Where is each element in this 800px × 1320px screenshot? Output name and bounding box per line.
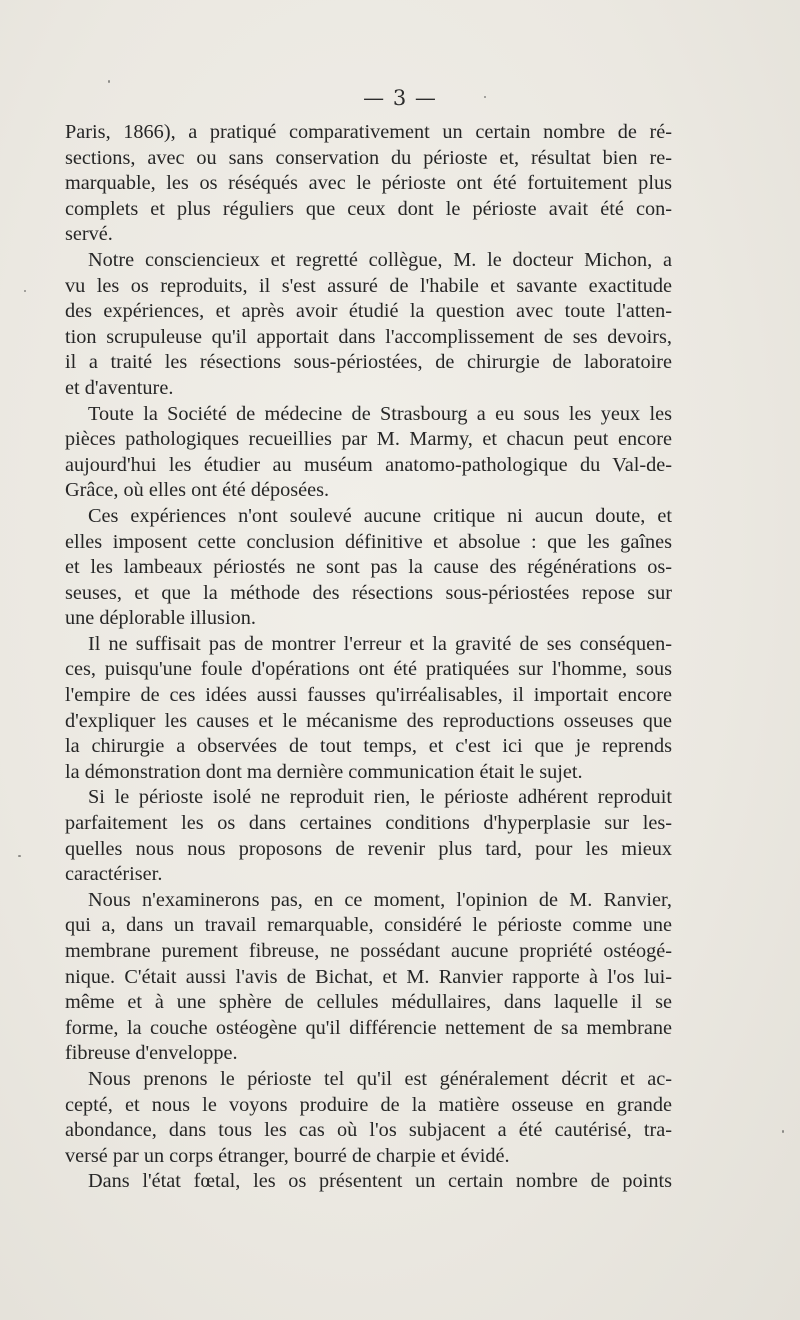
ink-speck: [782, 1130, 784, 1133]
text-line: Notre consciencieux et regretté collègue, M. le docteur Michon, a: [88, 248, 672, 271]
text-line: marquable, les os réséqués avec le périoste ont été fortuitement plus: [65, 172, 672, 195]
paragraph: [65, 504, 672, 632]
paragraph: [65, 1169, 672, 1195]
text-line: et d'aventure.: [65, 376, 174, 399]
text-line: Il ne suffisait pas de montrer l'erreur et la gravité de ses conséquen-: [88, 632, 672, 655]
text-line: et les lambeaux périostés ne sont pas la cause des régénérations os-: [65, 556, 672, 579]
text-line: membrane purement fibreuse, ne possédant aucune propriété ostéogé-: [65, 940, 672, 962]
paragraph: [65, 632, 672, 786]
text-line: Ces expériences n'ont soulevé aucune critique ni aucun doute, et: [88, 504, 672, 527]
text-line: quelles nous nous proposons de revenir plus tard, pour les mieux: [65, 837, 672, 860]
text-line: il a traité les résections sous-périostées, de chirurgie de laboratoire: [65, 351, 672, 374]
text-line: Toute la Société de médecine de Strasbourg a eu sous les yeux les: [88, 402, 672, 425]
page-number: — 3 —: [363, 86, 437, 110]
body-text: [65, 120, 672, 1195]
text-line: même et à une sphère de cellules médullaires, dans laquelle il se: [65, 991, 672, 1014]
paragraph: [65, 1067, 672, 1169]
text-line: des expériences, et après avoir étudié la question avec toute l'atten-: [65, 300, 672, 323]
text-line: versé par un corps étranger, bourré de charpie et évidé.: [65, 1144, 510, 1167]
text-line: caractériser.: [65, 863, 163, 886]
text-line: d'expliquer les causes et le mécanisme des reproductions osseuses que: [65, 709, 672, 732]
text-line: vu les os reproduits, il s'est assuré de l'habile et savante exactitude: [65, 274, 672, 297]
text-line: elles imposent cette conclusion définitive et absolue : que les gaînes: [65, 530, 672, 553]
text-line: une déplorable illusion.: [65, 607, 256, 630]
text-line: complets et plus réguliers que ceux dont le périoste avait été con-: [65, 197, 672, 220]
text-line: Grâce, où elles ont été déposées.: [65, 479, 330, 502]
text-line: Si le périoste isolé ne reproduit rien, le périoste adhérent reproduit: [88, 786, 672, 809]
paragraph: [65, 888, 672, 1067]
text-line: la chirurgie a observées de tout temps, et c'est ici que je reprends: [65, 735, 672, 758]
text-line: tion scrupuleuse qu'il apportait dans l'accomplissement de ses devoirs,: [65, 325, 672, 348]
text-line: aujourd'hui les étudier au muséum anatomo-pathologique du Val-de-: [65, 453, 672, 476]
text-line: qui a, dans un travail remarquable, considéré le périoste comme une: [65, 914, 672, 937]
ink-speck: [108, 80, 110, 83]
paragraph: [65, 248, 672, 402]
paragraph: [65, 785, 672, 887]
ink-speck: [18, 855, 21, 857]
text-line: l'empire de ces idées aussi fausses qu'irréalisables, il importait encore: [65, 684, 672, 707]
text-line: sections, avec ou sans conservation du périoste et, résultat bien re-: [65, 146, 672, 169]
text-line: Nous n'examinerons pas, en ce moment, l'opinion de M. Ranvier,: [88, 888, 672, 911]
text-line: fibreuse d'enveloppe.: [65, 1042, 238, 1065]
text-line: ces, puisqu'une foule d'opérations ont été pratiquées sur l'homme, sous: [65, 658, 672, 681]
paragraph: [65, 120, 672, 248]
text-line: pièces pathologiques recueillies par M. Marmy, et chacun peut encore: [65, 428, 672, 451]
text-line: Nous prenons le périoste tel qu'il est généralement décrit et ac-: [88, 1067, 672, 1090]
text-line: seuses, et que la méthode des résections sous-périostées repose sur: [65, 581, 672, 604]
text-line: nique. C'était aussi l'avis de Bichat, et M. Ranvier rapporte à l'os lui-: [65, 965, 672, 988]
text-line: servé.: [65, 223, 113, 246]
ink-speck: [24, 290, 26, 292]
text-line: Dans l'état fœtal, les os présentent un certain nombre de points: [88, 1170, 672, 1193]
text-line: Paris, 1866), a pratiqué comparativement un certain nombre de ré-: [65, 121, 672, 143]
text-line: abondance, dans tous les cas où l'os subjacent a été cautérisé, tra-: [65, 1119, 672, 1142]
text-line: cepté, et nous le voyons produire de la matière osseuse en grande: [65, 1093, 672, 1116]
paragraph: [65, 402, 672, 504]
text-line: parfaitement les os dans certaines conditions d'hyperplasie sur les-: [65, 812, 672, 835]
text-line: forme, la couche ostéogène qu'il différencie nettement de sa membrane: [65, 1016, 672, 1039]
text-line: la démonstration dont ma dernière communication était le sujet.: [65, 760, 583, 783]
